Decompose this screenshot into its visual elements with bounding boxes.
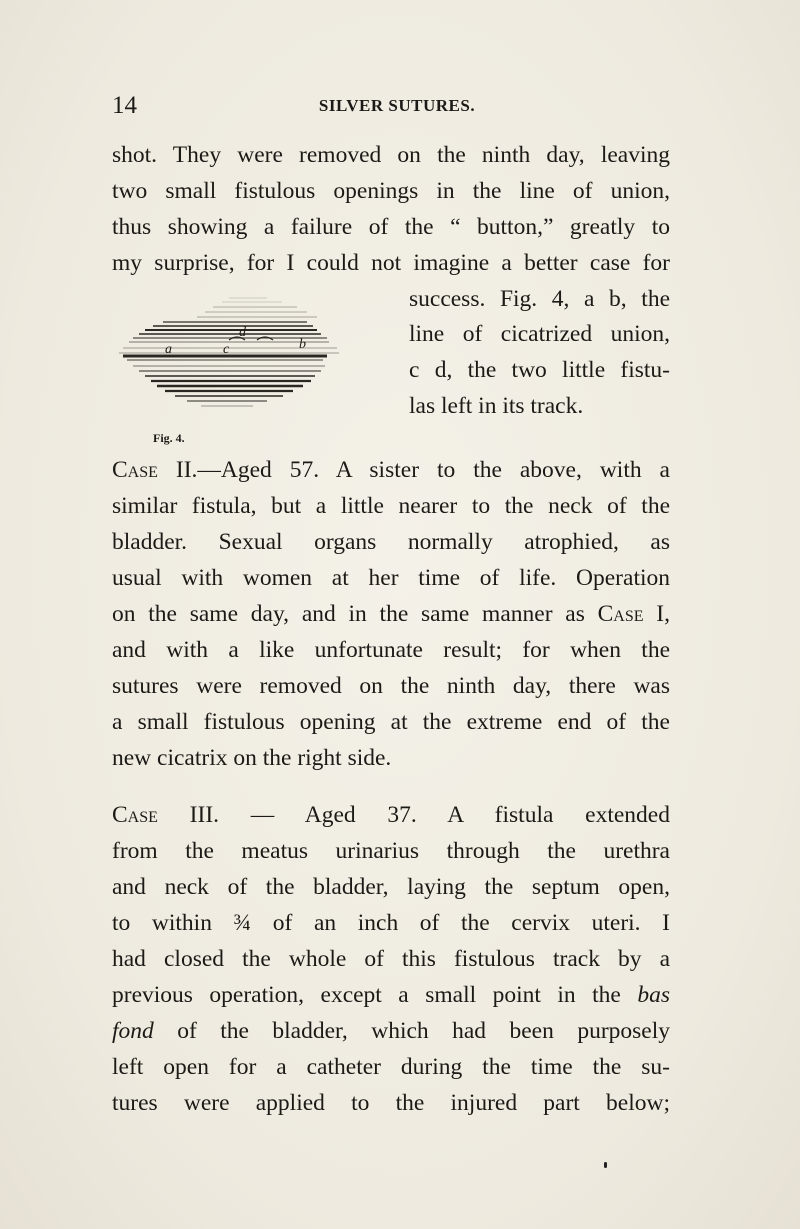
figure-label-d: d — [239, 325, 246, 340]
text-line: usual with women at her time of life. Operation — [112, 565, 670, 591]
case-reference: Case — [597, 601, 644, 627]
text-line: bladder. Sexual organs normally atrophied, as — [112, 529, 670, 555]
running-head: SILVER SUTURES. — [318, 96, 476, 115]
figure-caption: Fig. 4. — [153, 431, 185, 445]
italic-term: fond — [112, 1018, 154, 1044]
figure-label-b: b — [299, 337, 306, 352]
text-span: of the bladder, which had been purposely — [153, 1018, 670, 1044]
text-span: II.—Aged 57. A sister to the above, with a — [157, 457, 670, 483]
figure-4-illustration — [117, 292, 343, 422]
figure-label-a: a — [165, 342, 172, 357]
text-line: to within ¾ of an inch of the cervix uteri. I — [112, 910, 670, 936]
ink-spot — [604, 1162, 607, 1168]
text-line: line of cicatrized union, — [409, 321, 670, 347]
italic-term: bas — [637, 982, 670, 1008]
text-line — [112, 801, 670, 829]
text-span: on the same day, and in the same manner as — [112, 601, 598, 627]
text-line: from the meatus urinarius through the urethra — [112, 838, 670, 864]
text-line: tures were applied to the injured part below; — [112, 1090, 670, 1116]
text-line: similar fistula, but a little nearer to the neck of the — [112, 493, 670, 519]
text-line: sutures were removed on the ninth day, there was — [112, 673, 670, 699]
page-number: 14 — [112, 92, 137, 119]
text-line — [112, 456, 670, 484]
text-line: a small fistulous opening at the extreme end of the — [112, 709, 670, 735]
text-span: III. — Aged 37. A fistula extended — [157, 802, 670, 828]
text-line: thus showing a failure of the “ button,” greatly to — [112, 214, 670, 240]
text-line: two small fistulous openings in the line of union, — [112, 178, 670, 204]
text-span: success. Fig. 4, a b, the — [409, 286, 670, 312]
text-line — [112, 600, 670, 628]
text-line: and with a like unfortunate result; for when the — [112, 637, 670, 663]
text-line: shot. They were removed on the ninth day, leaving — [112, 142, 670, 168]
page-header — [112, 92, 672, 122]
text-line: had closed the whole of this fistulous track by a — [112, 946, 670, 972]
case-label: Case — [112, 457, 158, 483]
text-line: c d, the two little fistu- — [409, 357, 670, 383]
text-line: my surprise, for I could not imagine a better case for — [112, 250, 670, 276]
text-span: I, — [643, 601, 670, 627]
text-line: and neck of the bladder, laying the septum open, — [112, 874, 670, 900]
text-line: las left in its track. — [409, 393, 584, 419]
text-line: new cicatrix on the right side. — [112, 745, 392, 771]
text-span: previous operation, except a small point in the — [112, 982, 638, 1008]
case-label: Case — [112, 802, 158, 828]
text-line: left open for a catheter during the time the su- — [112, 1054, 670, 1080]
figure-label-c: c — [223, 342, 230, 357]
text-line — [112, 981, 670, 1009]
text-line — [112, 1017, 670, 1045]
text-line — [409, 285, 670, 313]
